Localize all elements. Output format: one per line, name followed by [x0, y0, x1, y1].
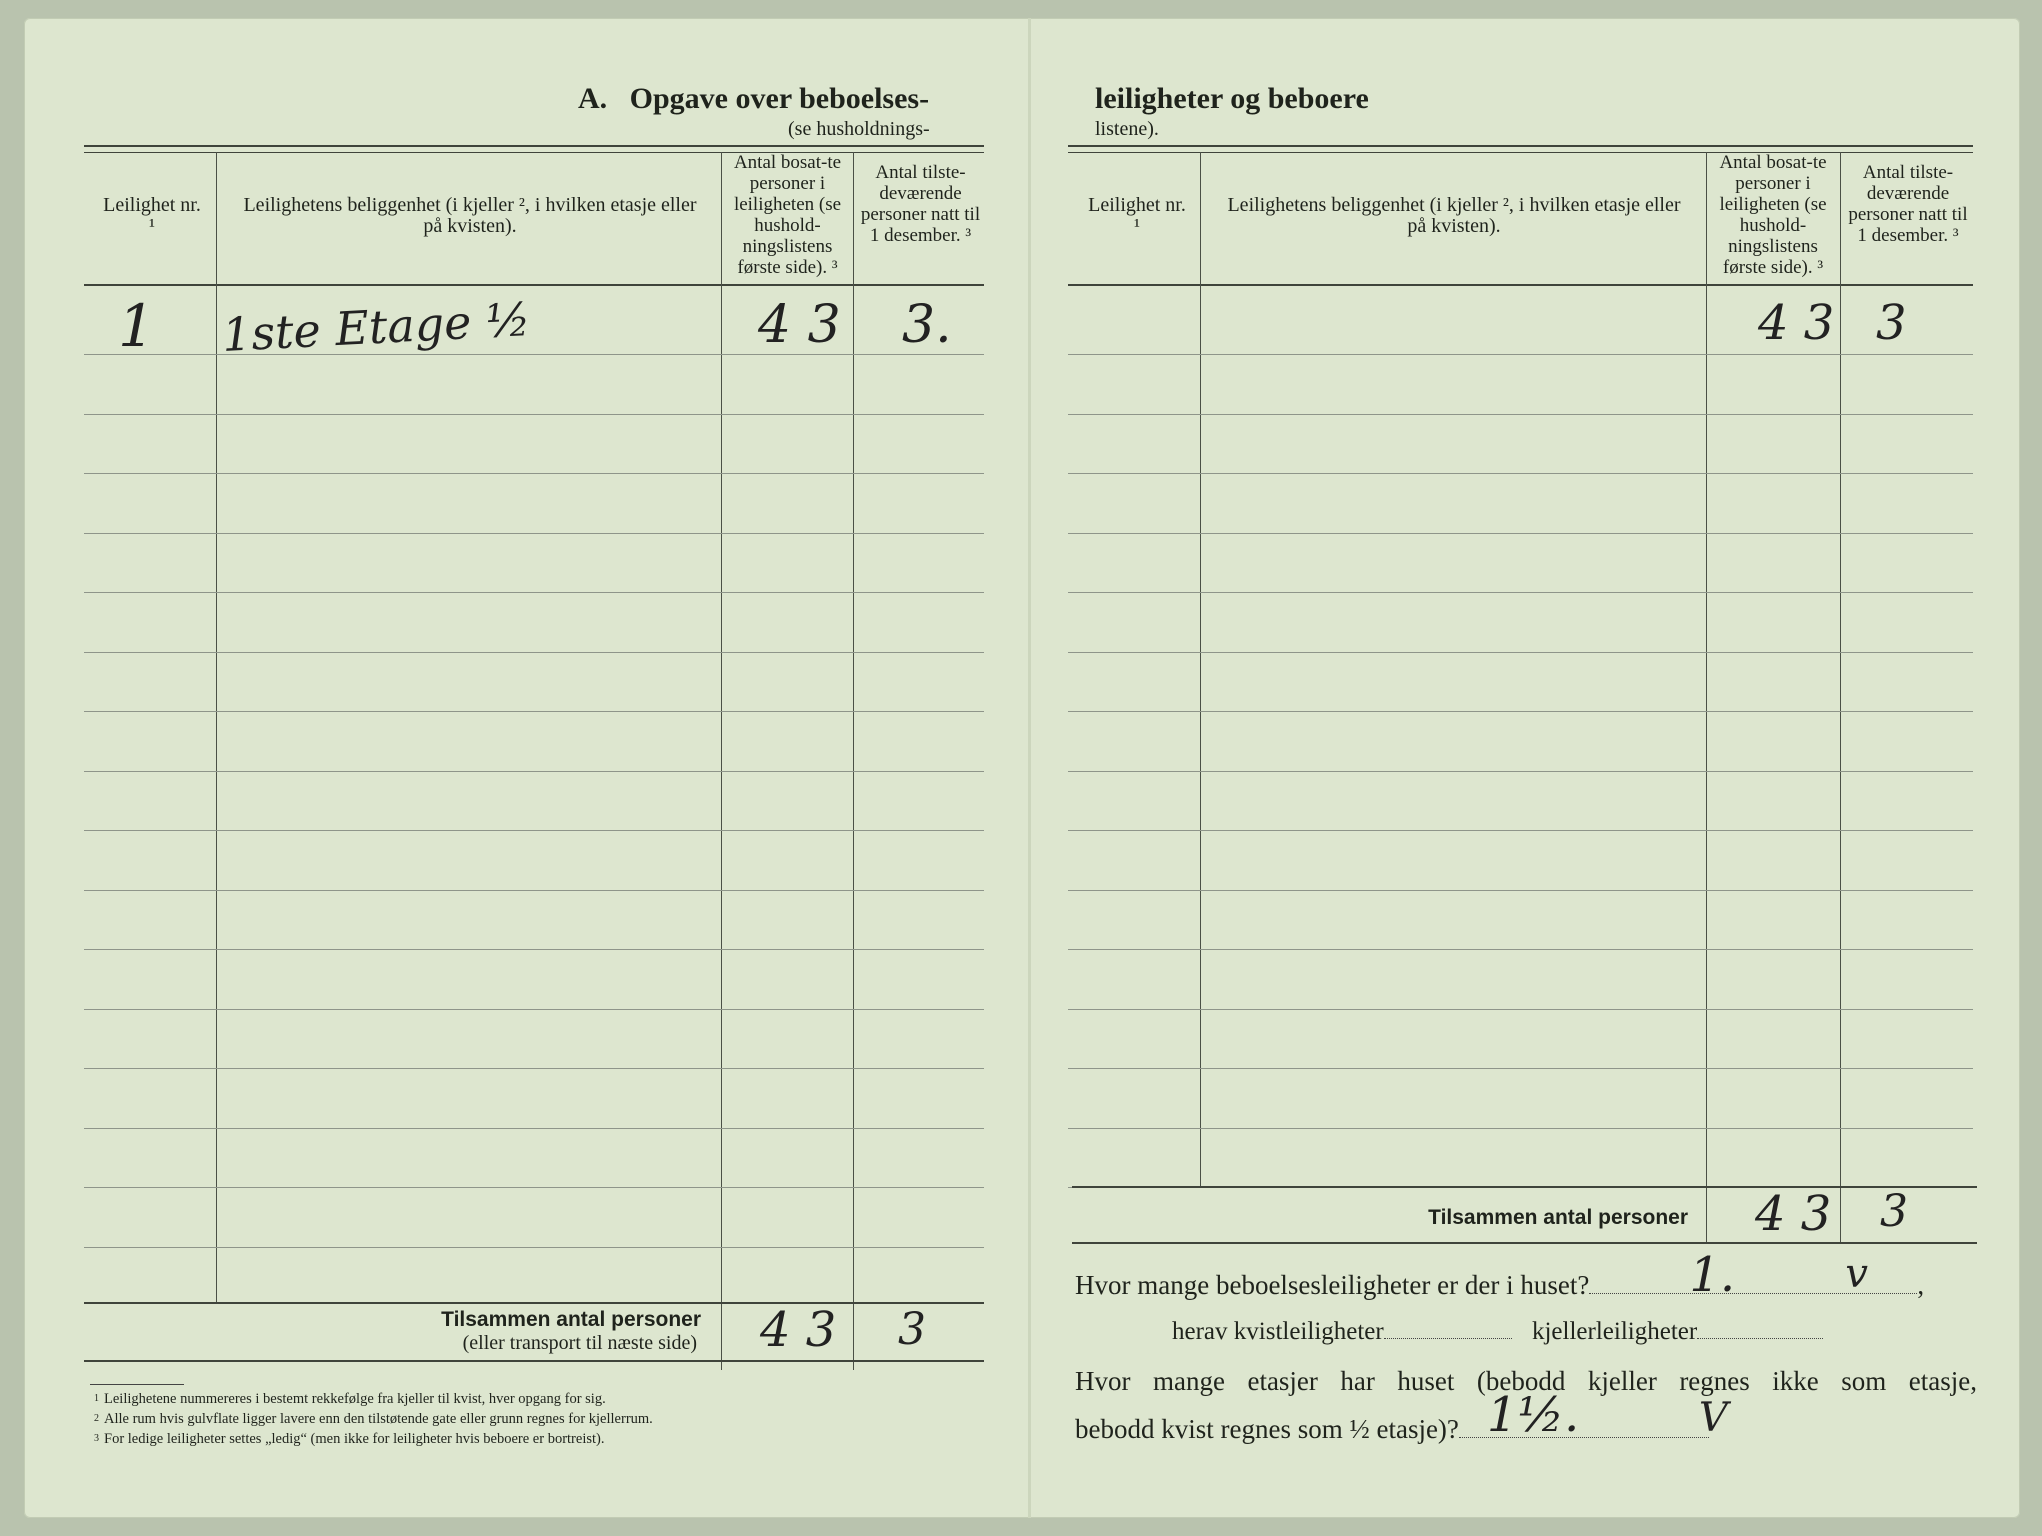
left-col-divider-1 — [216, 152, 217, 1302]
row-rule — [84, 1187, 984, 1188]
question-apartments-answer-line — [1589, 1247, 1917, 1303]
right-total-rule-top — [1072, 1186, 1977, 1188]
question-cellar-answer-line — [1697, 1318, 1823, 1339]
question-apartments-label: Hvor mange beboelsesleiligheter er der i huset? — [1075, 1270, 1590, 1300]
row-rule — [1068, 414, 1973, 415]
left-heading: A. Opgave over beboelses- — [578, 82, 930, 115]
question-apartments-check: v — [1845, 1251, 1868, 1297]
right-col-divider-1 — [1200, 152, 1201, 1187]
row-rule — [1068, 1009, 1973, 1010]
row-rule — [1068, 949, 1973, 950]
right-total-label: Tilsammen antal personer — [1428, 1206, 1688, 1229]
right-subheading: listene). — [1095, 118, 1159, 140]
row-rule — [84, 711, 984, 712]
question-floors-answer-line — [1459, 1387, 1728, 1443]
left-subheading: (se husholdnings- — [788, 118, 930, 140]
row-rule — [84, 949, 984, 950]
row-rule — [84, 592, 984, 593]
question-cellar-label: kjellerleiligheter — [1531, 1318, 1698, 1345]
row-rule — [84, 830, 984, 831]
row-rule — [84, 771, 984, 772]
left-entry-location: 1ste Etage ½ — [220, 291, 532, 363]
row-rule — [84, 533, 984, 534]
row-rule — [1068, 771, 1973, 772]
row-rule — [1068, 890, 1973, 891]
footnote-2: 2 Alle rum hvis gulvflate ligger lavere enn den tilstøtende gate eller grunn regnes for kjellerrum. — [94, 1411, 653, 1427]
row-rule — [1068, 592, 1973, 593]
right-table-top-rule-2 — [1068, 152, 1973, 153]
question-attic-answer-line — [1384, 1318, 1512, 1339]
row-rule — [1068, 652, 1973, 653]
right-col-divider-3 — [1840, 152, 1841, 1242]
row-rule — [84, 354, 984, 355]
question-floors-label: bebodd kvist regnes som ½ etasje)? — [1075, 1414, 1459, 1444]
question-attic-label: herav kvistleiligheter — [1172, 1318, 1384, 1345]
right-table-top-rule — [1068, 145, 1973, 147]
right-header-rule — [1068, 284, 1973, 286]
left-header-location: Leilighetens beliggenhet (i kjeller ², i hvilken etasje eller på kvisten). — [243, 194, 697, 237]
footnote-1: 1 Leilighetene nummereres i bestemt rekkefølge fra kjeller til kvist, hver opgang for sig. — [94, 1391, 606, 1407]
row-rule — [1068, 1068, 1973, 1069]
right-entry-present: 3 — [1876, 295, 1907, 351]
row-rule — [1068, 711, 1973, 712]
row-rule — [84, 414, 984, 415]
row-rule — [1068, 1128, 1973, 1129]
row-rule — [84, 890, 984, 891]
row-rule — [84, 1068, 984, 1069]
row-rule — [84, 473, 984, 474]
left-header-present: Antal tilste-deværende personer natt til 1 desember. ³ — [860, 162, 981, 246]
question-apartments-answer: 1. — [1689, 1247, 1736, 1303]
right-header-present: Antal tilste-deværende personer natt til 1 desember. ³ — [1848, 162, 1968, 246]
row-rule — [1068, 354, 1973, 355]
right-col-divider-2 — [1706, 152, 1707, 1242]
right-total-resident: 4 3 — [1755, 1186, 1832, 1242]
left-total-sublabel: (eller transport til næste side) — [462, 1332, 697, 1354]
left-entry-resident: 4 3 — [758, 295, 841, 355]
right-heading: leiligheter og beboere — [1095, 82, 1369, 115]
question-floors-line-1: Hvor mange etasjer har huset (bebodd kjeller regnes ikke som etasje, — [1075, 1366, 1977, 1396]
left-entry-present: 3. — [902, 295, 952, 355]
left-table-top-rule — [84, 145, 984, 147]
right-total-rule-bottom — [1072, 1242, 1977, 1244]
left-entry-nr: 1 — [118, 292, 155, 360]
left-total-rule-top — [84, 1302, 984, 1304]
left-total-label: Tilsammen antal personer — [441, 1308, 701, 1331]
question-floors-check: V — [1698, 1395, 1728, 1441]
row-rule — [1068, 473, 1973, 474]
row-rule — [84, 1247, 984, 1248]
row-rule — [1068, 533, 1973, 534]
question-floors-answer: 1½. — [1486, 1387, 1580, 1443]
row-rule — [1068, 830, 1973, 831]
question-floors-line-2 — [1075, 1387, 1728, 1445]
left-total-present: 3 — [898, 1304, 926, 1355]
row-rule — [84, 1009, 984, 1010]
row-rule — [84, 1128, 984, 1129]
left-header-rule — [84, 284, 984, 286]
right-entry-resident: 4 3 — [1758, 295, 1835, 351]
left-total-rule-bottom — [84, 1360, 984, 1362]
question-attic-cellar — [1172, 1318, 1823, 1346]
left-total-resident: 4 3 — [760, 1302, 837, 1358]
right-total-present: 3 — [1880, 1186, 1908, 1237]
left-header-resident: Antal bosat-te personer i leiligheten (se hushold-ningslistens første side). ³ — [733, 152, 842, 278]
left-header-nr: Leilighet nr. ¹ — [103, 194, 201, 237]
row-rule — [84, 652, 984, 653]
question-apartments: Hvor mange beboelsesleiligheter er der i huset? 1. v , — [1075, 1247, 1925, 1303]
right-header-nr: Leilighet nr. ¹ — [1088, 194, 1186, 237]
page-fold — [1028, 18, 1031, 1518]
right-header-location: Leilighetens beliggenhet (i kjeller ², i hvilken etasje eller på kvisten). — [1227, 194, 1681, 237]
footnote-3: 3 For ledige leiligheter settes „ledig“ (men ikke for leiligheter hvis beboere er bortreist). — [94, 1431, 605, 1447]
right-header-resident: Antal bosat-te personer i leiligheten (se hushold-ningslistens første side). ³ — [1719, 152, 1827, 278]
footnote-rule — [90, 1384, 184, 1385]
